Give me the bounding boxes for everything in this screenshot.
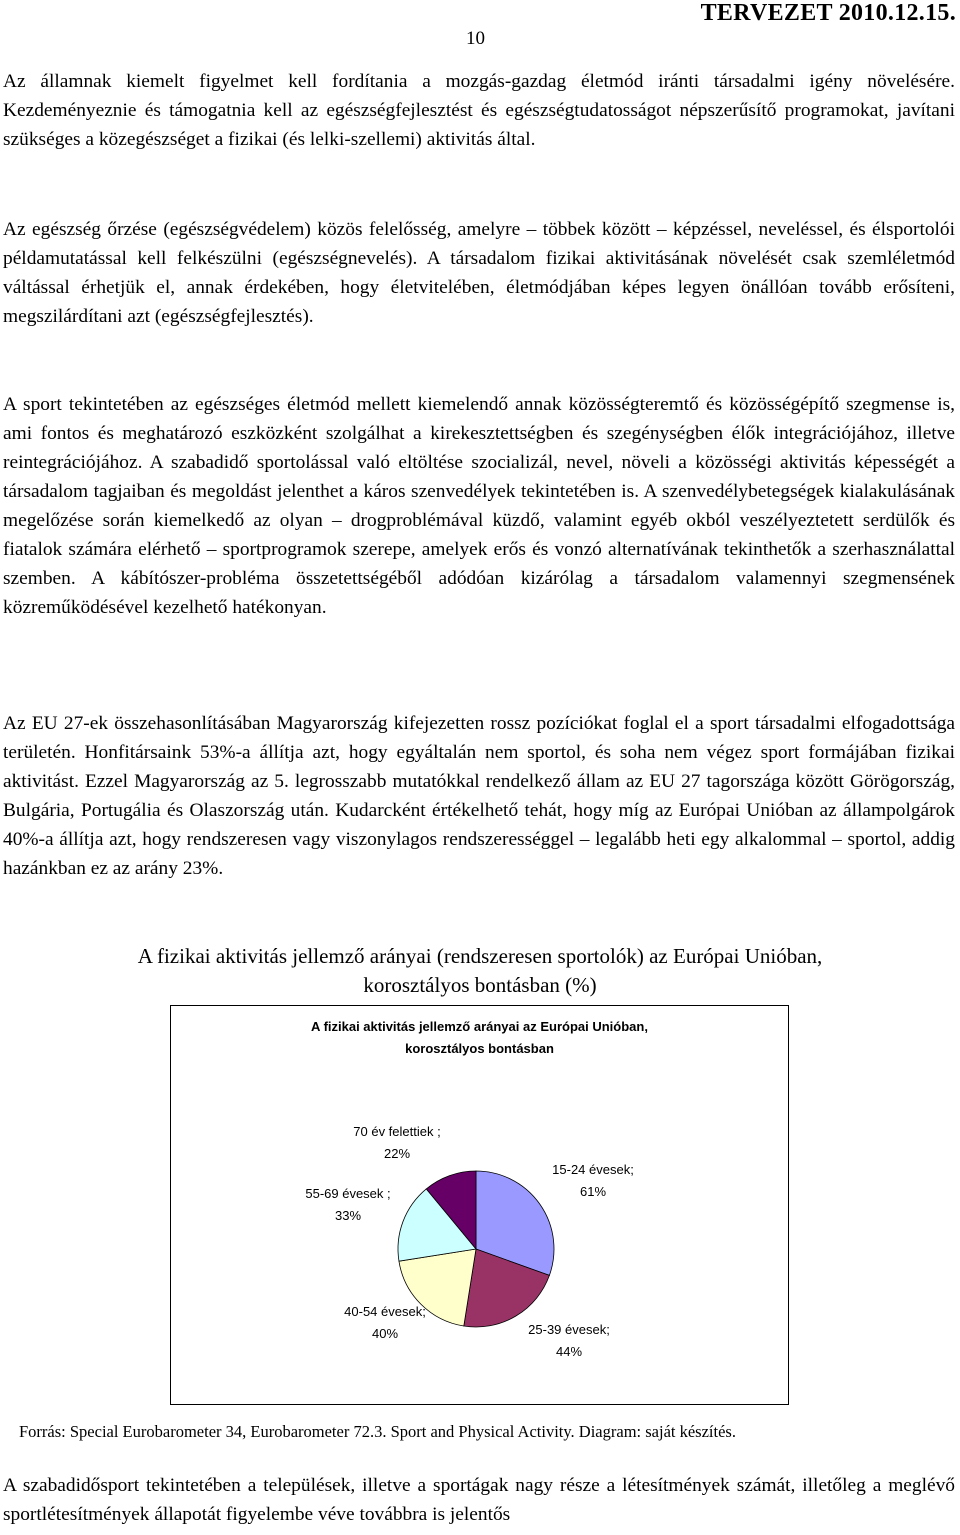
slice-value-label: 33% bbox=[334, 1208, 362, 1223]
chart-title-line1: A fizikai aktivitás jellemző arányai az Európai Unióban, bbox=[311, 1019, 648, 1034]
slice-label: 55-69 évesek ; bbox=[305, 1186, 391, 1201]
slice-value-label: 44% bbox=[555, 1344, 583, 1359]
figure-source: Forrás: Special Eurobarometer 34, Eurobarometer 72.3. Sport and Physical Activity. Diagram: saját készítés. bbox=[19, 1422, 736, 1441]
slice-label: 25-39 évesek; bbox=[528, 1322, 610, 1337]
pie-chart bbox=[170, 1005, 789, 1405]
page-number: 10 bbox=[466, 28, 485, 49]
pie-chart-svg bbox=[171, 1006, 790, 1406]
slice-label: 15-24 évesek; bbox=[552, 1162, 634, 1177]
paragraph-1: Az államnak kiemelt figyelmet kell fordítania a mozgás-gazdag életmód iránti társadalmi igény növelésére. Kezdeményeznie és támogatnia kell az egészségfejlesztést és egészségtudatosságot népszerűsítő programokat, javítani szükséges a közegészséget a fizikai (és lelki-szellemi) aktivitás által. bbox=[3, 71, 955, 150]
figure-caption-line1: A fizikai aktivitás jellemző arányai (rendszeresen sportolók) az Európai Unióban, bbox=[137, 944, 823, 968]
paragraph-3: A sport tekintetében az egészséges életmód mellett kiemelendő annak közösségteremtő és közösségépítő szegmense is, ami fontos és meghatározó eszközként szolgálhat a kirekesztettségben és szegénységben élők integrációjához, illetve reintegrációjához. A szabadidő sportolással való eltöltése szocializál, nevel, növeli a közösségi aktivitás képességét a társadalom tagjaiban és megoldást jelenthet a káros szenvedélyek tekintetében is. A szenvedélybetegségek kialakulásának megelőzése során kiemelkedő az olyan – drogproblémával küzdő, valamint egyéb okból veszélyeztetett serdülők és fiatalok számára elérhető – sportprogramok szerepe, amelyek erős és vonzó alternatívának tekinthetők a szerhasználattal szemben. A kábítószer-probléma összetettségéből adódóan kizárólag a társadalom valamennyi szegmensének közreműködésével kezelhető hatékonyan. bbox=[3, 394, 955, 618]
slice-value-label: 61% bbox=[579, 1184, 607, 1199]
draft-stamp: TERVEZET 2010.12.15. bbox=[700, 0, 956, 26]
figure-caption-line2: korosztályos bontásban (%) bbox=[363, 973, 597, 997]
slice-label: 70 év felettiek ; bbox=[353, 1124, 441, 1139]
paragraph-4: Az EU 27-ek összehasonlításában Magyarország kifejezetten rossz pozíciókat foglal el a sport társadalmi elfogadottsága területén. Honfitársaink 53%-a állítja azt, hogy egyáltalán nem sportol, és soha nem végez sport formájában fizikai aktivitást. Ezzel Magyarország az 5. legrosszabb mutatókkal rendelkező állam az EU 27 tagországa között Görögország, Bulgária, Portugália és Olaszország után. Kudarcként értékelhető tehát, hogy míg az Európai Unióban az állampolgárok 40%-a állítja azt, hogy rendszeresen vagy viszonylagos rendszerességgel – legalább heti egy alkalommal – sportol, addig hazánkban ez az arány 23%. bbox=[3, 713, 955, 879]
paragraph-5: A szabadidősport tekintetében a települések, illetve a sportágak nagy része a létesítmények számát, illetőleg a meglévő sportlétesítmények állapotát figyelembe véve továbbra is jelentős bbox=[3, 1475, 955, 1525]
chart-title-line2: korosztályos bontásban bbox=[405, 1041, 554, 1056]
slice-value-label: 40% bbox=[371, 1326, 399, 1341]
figure-caption bbox=[0, 942, 960, 1000]
slice-label: 40-54 évesek; bbox=[344, 1304, 426, 1319]
paragraph-2: Az egészség őrzése (egészségvédelem) közös felelősség, amelyre – többek között – képzéssel, neveléssel, és élsportolói példamutatással kell felkészülni (egészségnevelés). A társadalom fizikai aktivitásának növelését csak szemléletmód váltással érhetjük el, annak érdekében, hogy életvitelében, életmódjában képes legyen önállóan tovább erősíteni, megszilárdítani azt (egészségfejlesztés). bbox=[3, 219, 955, 327]
slice-value-label: 22% bbox=[383, 1146, 411, 1161]
